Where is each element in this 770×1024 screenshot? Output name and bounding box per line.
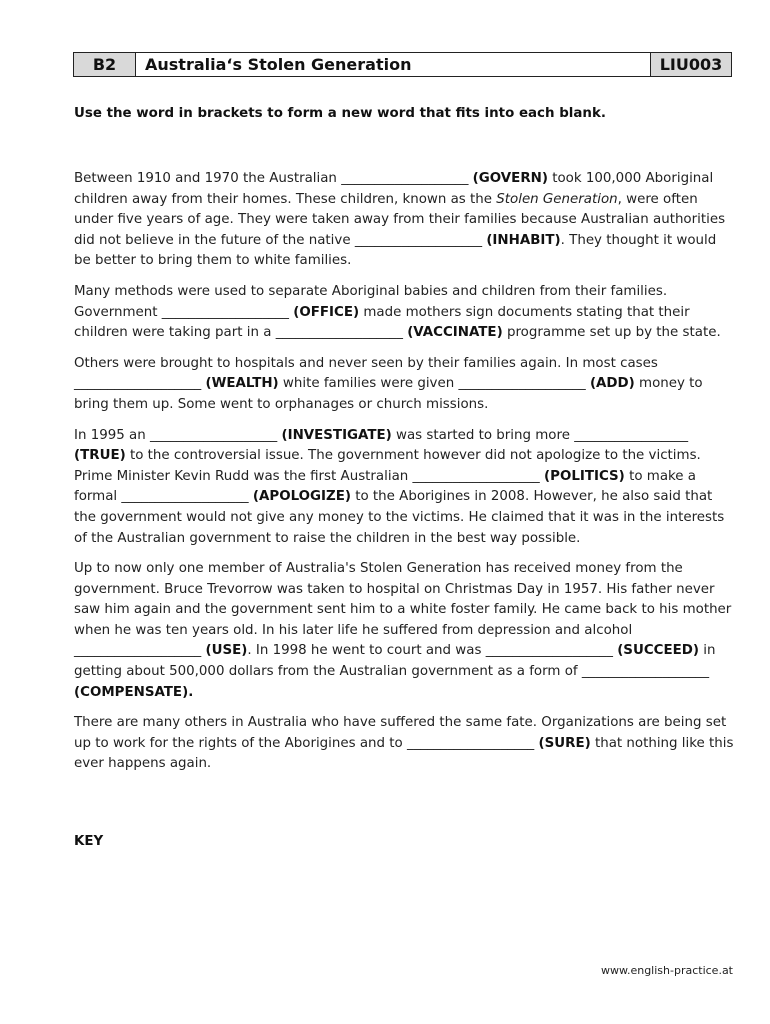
worksheet-header	[73, 52, 732, 77]
answer-blank[interactable]: ___________________	[161, 304, 289, 320]
text-run: in getting about 500,000 dollars from the Australian government as a form of	[74, 643, 716, 680]
text-run: . In 1998 he went to court and was	[247, 643, 486, 659]
text-run: money to bring them up. Some went to orphanages or church missions.	[74, 376, 703, 412]
keyword-prompt: (VACCINATE)	[407, 325, 503, 341]
keyword-prompt: (USE)	[205, 643, 248, 659]
exercise-text	[74, 169, 736, 785]
worksheet-title: Australia‘s Stolen Generation	[136, 53, 651, 76]
answer-blank[interactable]: ___________________	[458, 376, 586, 392]
text-run: programme set up by the state.	[502, 325, 721, 341]
text-run: to the Aborigines in 2008. However, he also said that the government would not give any money to the victims. He claimed that it was in the interests of the Australian government to raise the children in the best way possible.	[74, 489, 725, 546]
answer-blank[interactable]: ___________________	[121, 489, 249, 505]
keyword-prompt: (WEALTH)	[205, 376, 279, 392]
worksheet-code: LIU003	[651, 53, 731, 76]
answer-blank[interactable]: ___________________	[485, 643, 613, 659]
text-run: took 100,000 Aboriginal children away from their homes. These children, known as the	[74, 171, 714, 207]
italic-term: Stolen Generation	[496, 191, 618, 207]
answer-blank[interactable]: ___________________	[74, 376, 202, 392]
keyword-prompt: (SUCCEED)	[617, 643, 700, 659]
answer-blank[interactable]: _________________	[574, 427, 689, 443]
text-run: to the controversial issue. The government however did not apologize to the victims. Prime Minister Kevin Rudd was the first Australian	[74, 448, 701, 484]
paragraph	[74, 169, 736, 272]
answer-blank[interactable]: ___________________	[341, 171, 469, 186]
answer-blank[interactable]: ___________________	[407, 735, 535, 751]
footer-url: www.english-practice.at	[600, 964, 733, 977]
text-run: Others were brought to hospitals and never seen by their families again. In most cases	[74, 355, 658, 371]
answer-blank[interactable]: ___________________	[149, 427, 278, 443]
keyword-prompt: (COMPENSATE).	[74, 684, 194, 700]
answer-blank[interactable]: ___________________	[275, 325, 403, 341]
answer-blank[interactable]: ___________________	[74, 643, 202, 659]
instruction-text: Use the word in brackets to form a new word that fits into each blank.	[74, 106, 606, 121]
paragraph	[74, 282, 736, 344]
paragraph	[74, 559, 736, 703]
text-run: Up to now only one member of Australia's Stolen Generation has received money from the government. Bruce Trevorrow was taken to hospital on Christmas Day in 1957. His father never saw him again and the government sent him to a white foster family. He came back to his mother when he was ten years old. In his later life he suffered from depression and alcohol	[74, 561, 732, 638]
keyword-prompt: (SURE)	[538, 735, 591, 751]
paragraph	[74, 354, 736, 416]
text-run: , were often under five years of age. They were taken away from their families because Australian authorities did not believe in the future of the native	[74, 191, 726, 248]
text-run: . They thought it would be better to bring them to white families.	[74, 232, 717, 269]
paragraph	[74, 713, 736, 775]
keyword-prompt: (TRUE)	[74, 448, 126, 464]
answer-blank[interactable]: ___________________	[581, 664, 710, 680]
keyword-prompt: (INVESTIGATE)	[281, 427, 392, 443]
keyword-prompt: (OFFICE)	[293, 304, 360, 320]
text-run: to make a formal	[74, 468, 696, 505]
text-run: was started to bring more	[391, 427, 575, 443]
text-run: There are many others in Australia who have suffered the same fate. Organizations are being set up to work for the rights of the Aborigines and to	[74, 715, 727, 751]
key-heading: KEY	[74, 834, 104, 849]
keyword-prompt: (GOVERN)	[472, 171, 548, 186]
text-run: Many methods were used to separate Aboriginal babies and children from their families. Government	[74, 283, 668, 320]
text-run: In 1995 an	[74, 427, 150, 443]
level-badge: B2	[74, 53, 136, 76]
text-run: Between 1910 and 1970 the Australian	[74, 171, 342, 186]
keyword-prompt: (POLITICS)	[544, 468, 625, 484]
text-run: made mothers sign documents stating that their children were taking part in a	[74, 304, 690, 341]
paragraph	[74, 426, 736, 550]
keyword-prompt: (INHABIT)	[486, 232, 561, 248]
answer-blank[interactable]: ___________________	[354, 232, 483, 248]
keyword-prompt: (APOLOGIZE)	[252, 489, 351, 505]
answer-blank[interactable]: ___________________	[412, 468, 540, 484]
keyword-prompt: (ADD)	[589, 376, 635, 392]
text-run: white families were given	[278, 376, 459, 392]
text-run: that nothing like this ever happens again.	[74, 735, 734, 772]
